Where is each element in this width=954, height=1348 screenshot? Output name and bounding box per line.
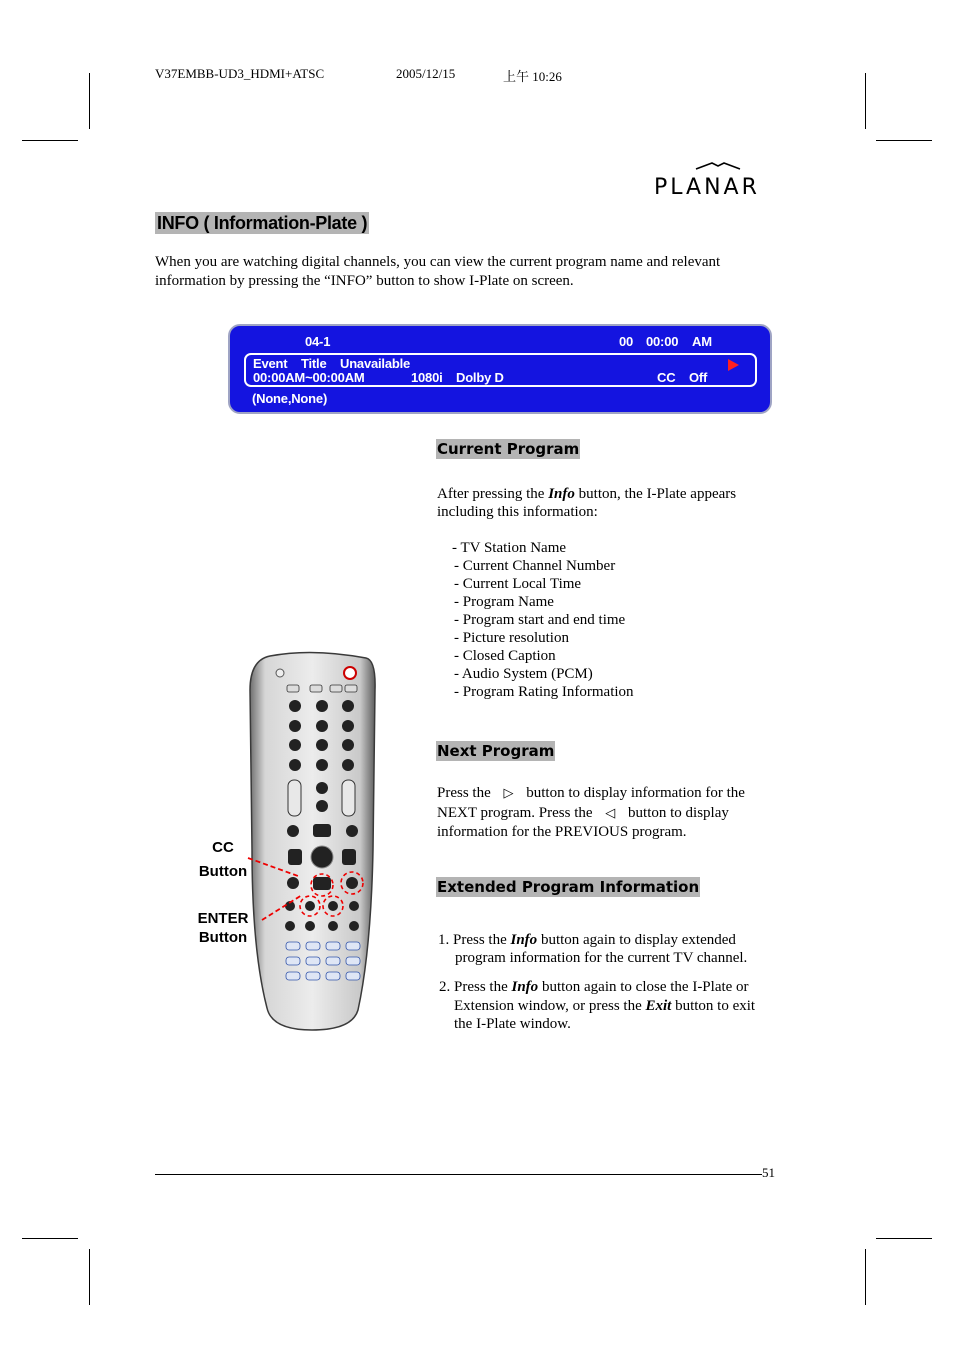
mute-button bbox=[316, 782, 328, 794]
iplate-audio: Dolby D bbox=[456, 370, 504, 385]
extended-step-2 bbox=[439, 978, 749, 996]
text-run: button to display bbox=[628, 805, 729, 821]
text-run: Extension window, or press the bbox=[454, 998, 646, 1014]
extended-step-1 bbox=[438, 931, 736, 949]
text-run: button again to close the I-Plate or bbox=[538, 979, 749, 995]
iplate-cc-value: Off bbox=[689, 370, 708, 385]
crop-mark bbox=[876, 140, 932, 141]
text-run: button again to display extended bbox=[537, 932, 736, 948]
intro-line-1: When you are watching digital channels, you can view the current program name and relevant bbox=[155, 254, 721, 270]
list-item: - Current Channel Number bbox=[454, 558, 616, 574]
small-button bbox=[276, 669, 284, 677]
label-line: CC bbox=[212, 839, 234, 856]
list-item: - Picture resolution bbox=[454, 630, 569, 646]
next-program-line-3: information for the PREVIOUS program. bbox=[437, 824, 687, 840]
recall-button bbox=[316, 800, 328, 812]
iplate-title-label: Title bbox=[301, 356, 327, 371]
list-item: - Program Rating Information bbox=[454, 684, 634, 700]
planar-logo bbox=[654, 160, 780, 202]
extended-step-2-cont bbox=[454, 997, 755, 1015]
text-run: After pressing the bbox=[437, 486, 549, 502]
exit-word: Exit bbox=[645, 998, 672, 1014]
list-item: - Program start and end time bbox=[454, 612, 626, 628]
vol-rocker bbox=[342, 780, 355, 816]
iplate-channel: 04-1 bbox=[305, 334, 331, 349]
iplate-title-value: Unavailable bbox=[340, 356, 411, 371]
extended-step-1-cont: program information for the current TV channel. bbox=[455, 950, 748, 966]
pointer-lines bbox=[240, 840, 360, 930]
crop-mark bbox=[865, 73, 866, 129]
list-item: - Program Name bbox=[454, 594, 554, 610]
iplate-program-box bbox=[244, 353, 757, 387]
list-item: - Current Local Time bbox=[454, 576, 582, 592]
info-word: Info bbox=[511, 979, 539, 995]
i-plate bbox=[228, 324, 772, 414]
text-run: 1. Press the bbox=[438, 932, 511, 948]
iplate-clock-time: 00:00 bbox=[646, 334, 679, 349]
iplate-rating: (None,None) bbox=[252, 391, 328, 406]
extended-step-2-end: the I-Plate window. bbox=[454, 1016, 571, 1032]
intro-line-2: information by pressing the “INFO” button to show I-Plate on screen. bbox=[155, 273, 574, 289]
page-number: 51 bbox=[762, 1165, 775, 1180]
info-button bbox=[346, 825, 358, 837]
logo-text: PLANAR bbox=[654, 175, 760, 200]
current-program-heading: Current Program bbox=[437, 440, 580, 458]
text-run: NEXT program. Press the bbox=[437, 805, 593, 821]
next-program-line-1 bbox=[437, 784, 745, 803]
next-program-line-2 bbox=[437, 804, 729, 823]
extended-heading: Extended Program Information bbox=[437, 878, 700, 896]
header-model: V37EMBB-UD3_HDMI+ATSC bbox=[155, 66, 325, 81]
list-item: - Audio System (PCM) bbox=[454, 666, 593, 682]
list-item: - Closed Caption bbox=[454, 648, 556, 664]
text-run: button, the I-Plate appears bbox=[574, 486, 737, 502]
iplate-resolution: 1080i bbox=[411, 370, 443, 385]
current-program-para-2: including this information: bbox=[437, 504, 598, 520]
crop-mark bbox=[876, 1238, 932, 1239]
power-button bbox=[344, 667, 356, 679]
crop-mark bbox=[89, 73, 90, 129]
label-line: ENTER bbox=[197, 910, 249, 927]
label-line: Button bbox=[198, 863, 248, 880]
crop-mark bbox=[865, 1249, 866, 1305]
crop-mark bbox=[22, 140, 78, 141]
current-program-para-1 bbox=[437, 485, 736, 503]
list-item: - TV Station Name bbox=[452, 540, 567, 556]
left-triangle-icon: ◁ bbox=[605, 806, 616, 821]
iplate-time-range: 00:00AM~00:00AM bbox=[253, 370, 365, 385]
crop-mark bbox=[89, 1249, 90, 1305]
iplate-clock-ampm: AM bbox=[692, 334, 712, 349]
header-time: 上午 10:26 bbox=[503, 69, 562, 84]
text-run: Press the bbox=[437, 785, 491, 801]
info-word: Info bbox=[510, 932, 538, 948]
right-triangle-icon: ▷ bbox=[503, 786, 514, 801]
menu-button bbox=[287, 825, 299, 837]
ch-rocker bbox=[288, 780, 301, 816]
input-buttons-row bbox=[287, 685, 357, 692]
footer-rule bbox=[155, 1174, 762, 1175]
page-title: INFO ( Information-Plate ) bbox=[157, 213, 368, 233]
next-arrow-icon bbox=[728, 359, 739, 371]
iplate-event-label: Event bbox=[253, 356, 288, 371]
text-run: button to exit bbox=[671, 998, 756, 1014]
next-program-heading: Next Program bbox=[437, 742, 555, 760]
iplate-clock-hour: 00 bbox=[619, 334, 634, 349]
up-button bbox=[313, 824, 331, 837]
crop-mark bbox=[22, 1238, 78, 1239]
header-date: 2005/12/15 bbox=[396, 66, 456, 81]
iplate-cc-label: CC bbox=[657, 370, 676, 385]
text-run: button to display information for the bbox=[526, 785, 745, 801]
text-run: 2. Press the bbox=[439, 979, 512, 995]
label-line: Button bbox=[198, 929, 248, 946]
info-word: Info bbox=[548, 486, 575, 502]
